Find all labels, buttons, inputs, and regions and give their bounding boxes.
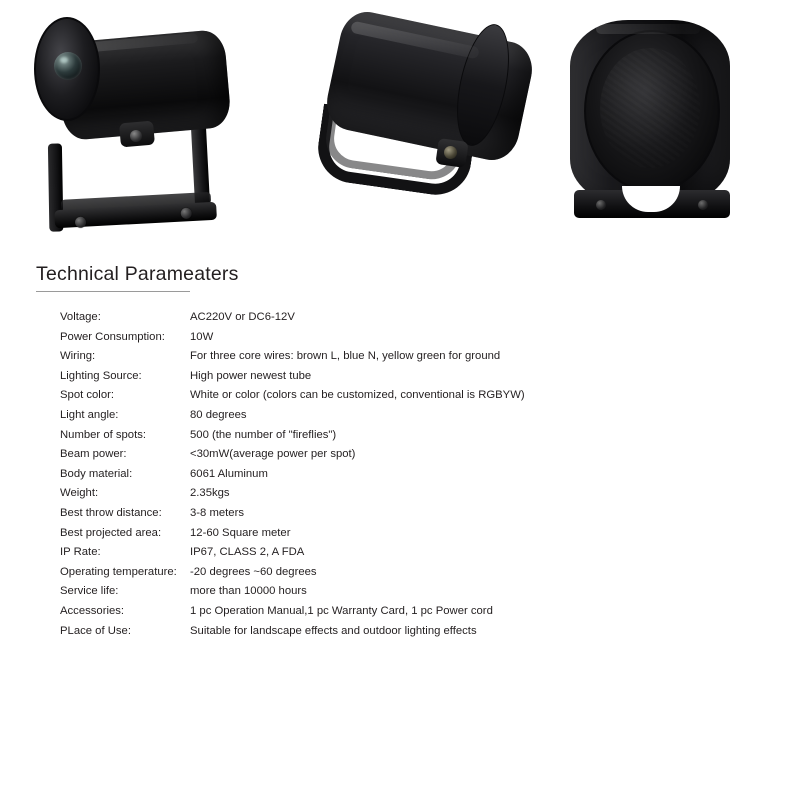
table-row bbox=[60, 347, 525, 367]
spec-label: Body material: bbox=[60, 467, 133, 480]
spec-value: <30mW(average power per spot) bbox=[190, 448, 356, 461]
spec-value: more than 10000 hours bbox=[190, 585, 307, 598]
table-row bbox=[60, 543, 525, 563]
table-row bbox=[60, 563, 525, 583]
table-row bbox=[60, 484, 525, 504]
spec-value: High power newest tube bbox=[190, 369, 312, 382]
mount-bolt-right bbox=[698, 200, 708, 210]
spec-label: Light angle: bbox=[60, 408, 119, 421]
table-row bbox=[60, 367, 525, 387]
spec-value: AC220V or DC6-12V bbox=[190, 311, 295, 323]
spec-label: PLace of Use: bbox=[60, 624, 131, 637]
spec-value: 1 pc Operation Manual,1 pc Warranty Card, 1 pc Power cord bbox=[190, 604, 493, 617]
spec-value: 10W bbox=[190, 330, 214, 343]
spec-label: Service life: bbox=[60, 585, 119, 598]
projector-lens bbox=[54, 52, 82, 80]
table-row bbox=[60, 504, 525, 524]
table-row bbox=[60, 602, 525, 622]
spec-label: Operating temperature: bbox=[60, 565, 177, 578]
table-row bbox=[60, 622, 525, 642]
table-row bbox=[60, 524, 525, 544]
tilt-knuckle-bolt bbox=[444, 146, 457, 159]
table-row bbox=[60, 582, 525, 602]
spec-label: Weight: bbox=[60, 487, 99, 500]
product-image-front-angled-view bbox=[38, 18, 248, 233]
product-image-rear-view bbox=[560, 14, 765, 234]
tilt-knuckle-bolt bbox=[130, 130, 142, 142]
spec-label: Best projected area: bbox=[60, 526, 162, 539]
spec-label: Spot color: bbox=[60, 389, 115, 402]
table-row bbox=[60, 445, 525, 465]
spec-value: 2.35kgs bbox=[190, 487, 230, 500]
table-row bbox=[60, 386, 525, 406]
spec-value: For three core wires: brown L, blue N, yellow green for ground bbox=[190, 350, 501, 363]
spec-label: Wiring: bbox=[60, 350, 96, 363]
spec-label: Accessories: bbox=[60, 604, 125, 617]
spec-value: Suitable for landscape effects and outdoor lighting effects bbox=[190, 624, 477, 637]
table-row bbox=[60, 328, 525, 348]
table-row bbox=[60, 426, 525, 446]
table-row bbox=[60, 308, 525, 328]
lens-glint bbox=[60, 57, 68, 63]
spec-label: Lighting Source: bbox=[60, 369, 142, 382]
spec-value: -20 degrees ~60 degrees bbox=[190, 565, 317, 578]
housing-highlight bbox=[596, 24, 700, 34]
spec-value: 12-60 Square meter bbox=[190, 526, 291, 539]
spec-value: White or color (colors can be customized, conventional is RGBYW) bbox=[190, 389, 525, 402]
heading-underline bbox=[36, 291, 190, 292]
spec-value: 500 (the number of "fireflies") bbox=[190, 428, 337, 441]
mount-bolt-left bbox=[596, 200, 606, 210]
section-heading: Technical Parameaters bbox=[36, 263, 239, 285]
spec-value: 6061 Aluminum bbox=[190, 467, 268, 480]
spec-label: Voltage: bbox=[60, 311, 101, 323]
spec-value: 3-8 meters bbox=[190, 506, 244, 519]
spec-label: Best throw distance: bbox=[60, 506, 162, 519]
spec-label: Number of spots: bbox=[60, 428, 147, 441]
spec-value: 80 degrees bbox=[190, 408, 247, 421]
spec-label: IP Rate: bbox=[60, 546, 101, 559]
spec-label: Beam power: bbox=[60, 448, 127, 461]
table-row bbox=[60, 465, 525, 485]
technical-parameters-table bbox=[60, 308, 525, 641]
spec-value: IP67, CLASS 2, A FDA bbox=[190, 546, 305, 559]
product-image-side-view bbox=[300, 18, 540, 233]
table-row bbox=[60, 406, 525, 426]
product-image-strip bbox=[0, 0, 795, 240]
spec-label: Power Consumption: bbox=[60, 330, 165, 343]
rear-cap-texture bbox=[600, 48, 700, 168]
